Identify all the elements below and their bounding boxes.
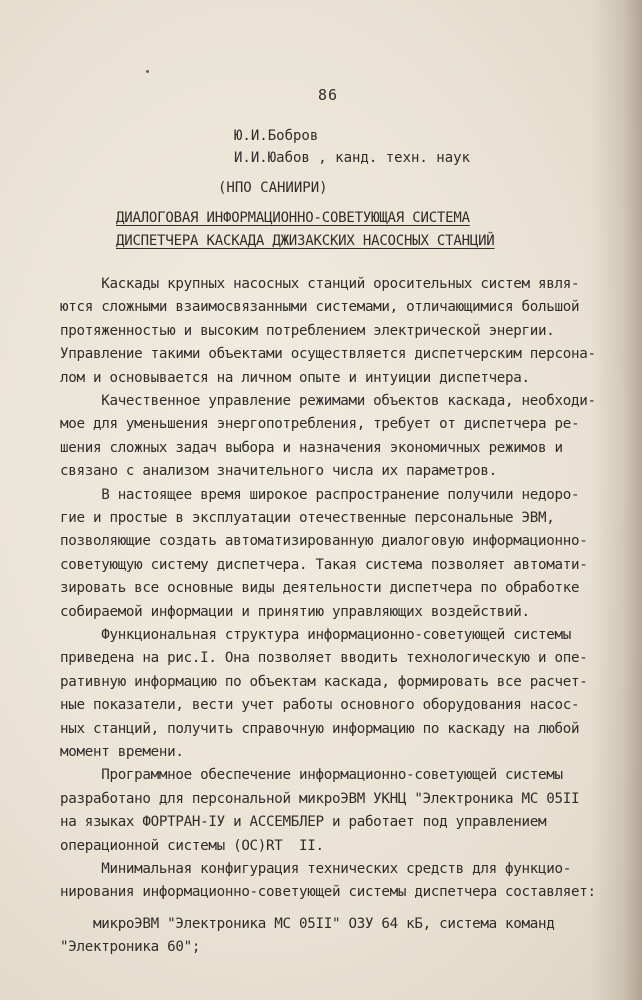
body-line: операционной системы (ОС)RT II. <box>60 837 324 854</box>
body-line: ные показатели, вести учет работы основного оборудования насос- <box>60 697 580 714</box>
author-1: Ю.И.Бобров <box>234 128 319 144</box>
body-line: момент времени. <box>60 744 184 760</box>
body-line: советующую систему диспетчера. Такая система позволяет автомати- <box>60 556 588 573</box>
affiliation: (НПО САНИИРИ) <box>218 180 328 196</box>
body-line: микроЭВМ "Электроника МС 05II" ОЗУ 64 кБ, система команд <box>60 915 555 932</box>
body-line: лом и основывается на личном опыте и интуиции диспетчера. <box>60 369 530 386</box>
title-line-2: ДИСПЕТЧЕРА КАСКАДА ДЖИЗАКСКИХ НАСОСНЫХ СТАНЦИЙ <box>116 233 495 249</box>
body-line: позволяющие создать автоматизированную диалоговую информационно- <box>60 533 588 550</box>
body-line: приведена на рис.I. Она позволяет вводить технологическую и опе- <box>60 650 588 667</box>
author-2: И.И.Юабов , канд. техн. наук <box>234 150 471 166</box>
body-line: мое для уменьшения энергопотребления, требует от диспетчера ре- <box>60 416 580 433</box>
body-line: ются сложными взаимосвязанными системами, отличающимися большой <box>60 299 580 316</box>
body-line: "Электроника 60"; <box>60 939 201 956</box>
body-line: Качественное управление режимами объектов каскада, необходи- <box>60 393 596 409</box>
body-line: ративную информацию по объектам каскада, формировать все расчет- <box>60 673 588 690</box>
body-line: зировать все основные виды деятельности диспетчера по обработке <box>60 580 580 597</box>
body-line: Каскады крупных насосных станций оросительных систем явля- <box>60 276 580 292</box>
body-line: собираемой информации и принятию управляющих воздействий. <box>60 603 530 620</box>
body-line: Функциональная структура информационно-советующей системы <box>60 627 571 643</box>
body-line: Программное обеспечение информационно-советующей системы <box>60 767 563 784</box>
body-line: шения сложных задач выбора и назначения экономичных режимов и <box>60 439 563 456</box>
body-line: связано с анализом значительного числа их параметров. <box>60 463 497 480</box>
body-line: разработано для персональной микроЭВМ УКНЦ "Электроника МС 05II <box>60 790 580 807</box>
body-line: Минимальная конфигурация технических средств для функцио- <box>60 861 571 877</box>
body-line: Управление такими объектами осуществляется диспетчерским персона- <box>60 346 596 363</box>
body-line: на языках ФОРТРАН-IУ и АССЕМБЛЕР и работает под управлением <box>60 814 547 831</box>
body-line: протяженностью и высоким потреблением электрической энергии. <box>60 322 555 339</box>
title-line-1: ДИАЛОГОВАЯ ИНФОРМАЦИОННО-СОВЕТУЮЩАЯ СИСТЕМА <box>116 210 470 226</box>
page-number: 86 <box>318 86 339 104</box>
body-line: нирования информационно-советующей системы диспетчера составляет: <box>60 884 596 901</box>
body-line: ных станций, получить справочную информацию по каскаду на любой <box>60 720 580 737</box>
body-line: гие и простые в эксплуатации отечественные персональные ЭВМ, <box>60 510 555 526</box>
scan-speck <box>146 70 149 73</box>
body-line: В настоящее время широкое распространение получили недоро- <box>60 486 580 503</box>
